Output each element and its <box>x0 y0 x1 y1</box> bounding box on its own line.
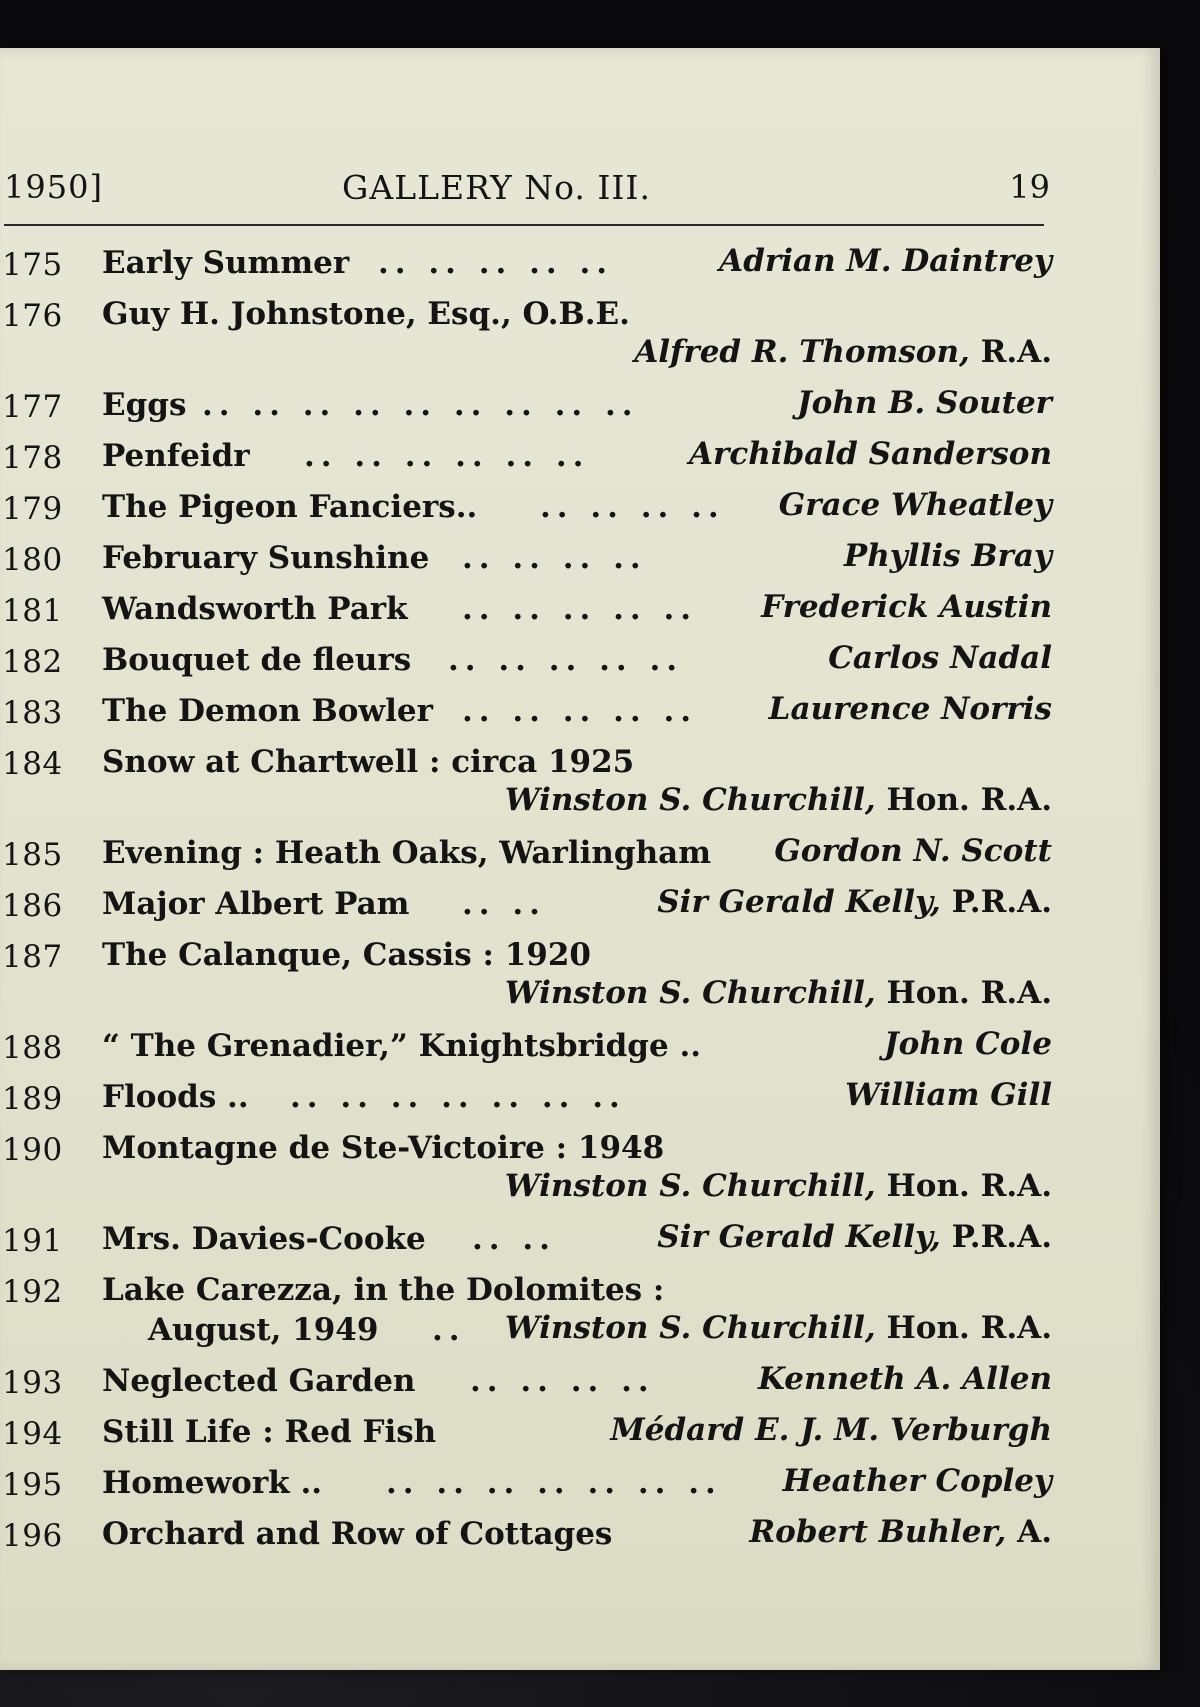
artist-name: Winston S. Churchill, <box>504 1310 876 1346</box>
entry-number: 186 <box>2 888 63 924</box>
entry-175 <box>0 238 1060 289</box>
artist-name: Sir Gerald Kelly, <box>657 884 941 920</box>
entry-188 <box>0 1021 1060 1072</box>
entry-number: 195 <box>2 1467 63 1503</box>
entry-184 <box>0 737 1060 828</box>
entry-title: Bouquet de fleurs <box>102 642 412 678</box>
artist-name: Winston S. Churchill, <box>504 1168 876 1204</box>
artist-name: Phyllis Bray <box>843 538 1052 574</box>
entry-196 <box>0 1509 1060 1560</box>
artist-name: Carlos Nadal <box>828 640 1052 676</box>
entry-number: 175 <box>2 247 63 283</box>
entry-artist <box>505 1167 1052 1205</box>
artist-name: Winston S. Churchill, <box>504 975 876 1011</box>
dot-leader: .. .. .. .. .. <box>448 642 684 678</box>
artist-name: Laurence Norris <box>768 691 1052 727</box>
artist-name: Adrian M. Daintrey <box>719 243 1052 279</box>
entry-178 <box>0 431 1060 482</box>
entry-number: 183 <box>2 695 63 731</box>
entry-artist <box>657 883 1052 921</box>
entry-177 <box>0 380 1060 431</box>
entry-number: 187 <box>2 939 63 975</box>
entry-title: The Calanque, Cassis : 1920 <box>102 937 592 973</box>
dot-leader: .. .. .. .. <box>540 489 725 525</box>
artist-suffix: Hon. R.A. <box>875 975 1052 1011</box>
entry-title: The Demon Bowler <box>102 693 433 729</box>
entry-176 <box>0 289 1060 380</box>
artist-suffix: P.R.A. <box>940 1219 1052 1255</box>
dot-leader: .. .. .. .. .. <box>378 245 614 281</box>
entry-title: Guy H. Johnstone, Esq., O.B.E. <box>102 296 630 332</box>
entry-number: 194 <box>2 1416 63 1452</box>
entry-artist <box>719 242 1052 280</box>
entry-number: 178 <box>2 440 63 476</box>
entry-title: Orchard and Row of Cottages <box>102 1516 613 1552</box>
artist-suffix: R.A. <box>969 334 1052 370</box>
entry-number: 190 <box>2 1132 63 1168</box>
entry-title: Montagne de Ste-Victoire : 1948 <box>102 1130 665 1166</box>
entry-number: 184 <box>2 746 63 782</box>
artist-suffix: Hon. R.A. <box>875 1168 1052 1204</box>
entry-artist <box>779 486 1052 524</box>
entry-title: Floods .. <box>102 1079 249 1115</box>
entry-195 <box>0 1458 1060 1509</box>
entry-number: 185 <box>2 837 63 873</box>
artist-suffix: A. <box>1006 1514 1052 1550</box>
entry-artist <box>610 1411 1052 1449</box>
dot-leader: .. .. .. .. .. .. .. <box>290 1079 626 1115</box>
entry-artist <box>769 690 1052 728</box>
entry-artist <box>634 333 1052 371</box>
entry-artist <box>505 1309 1052 1347</box>
entry-title: Snow at Chartwell : circa 1925 <box>102 744 635 780</box>
artist-name: Frederick Austin <box>761 589 1052 625</box>
entry-artist <box>884 1025 1052 1063</box>
dot-leader: .. .. .. .. <box>470 1363 655 1399</box>
entry-artist <box>749 1513 1052 1551</box>
artist-name: John B. Souter <box>797 385 1052 421</box>
entry-artist <box>845 1076 1052 1114</box>
entry-number: 181 <box>2 593 63 629</box>
artist-name: William Gill <box>845 1077 1052 1113</box>
dot-leader: .. .. .. .. .. <box>462 591 698 627</box>
dot-leader: .. .. .. .. .. .. <box>304 438 590 474</box>
catalogue-page <box>0 48 1160 1670</box>
entry-183 <box>0 686 1060 737</box>
entry-title: The Pigeon Fanciers.. <box>102 489 478 525</box>
page-title: GALLERY No. III. <box>342 168 651 207</box>
page-number: 19 <box>1009 168 1050 206</box>
entry-artist <box>505 781 1052 819</box>
header-year: 1950] <box>4 168 103 206</box>
catalogue-entries <box>0 238 1060 1560</box>
entry-artist <box>828 639 1052 677</box>
entry-number: 176 <box>2 298 63 334</box>
entry-number: 193 <box>2 1365 63 1401</box>
entry-194 <box>0 1407 1060 1458</box>
entry-number: 180 <box>2 542 63 578</box>
artist-name: Winston S. Churchill, <box>504 782 876 818</box>
entry-title: Eggs <box>102 387 187 423</box>
entry-title: Still Life : Red Fish <box>102 1414 437 1450</box>
artist-name: Archibald Sanderson <box>689 436 1052 472</box>
entry-number: 191 <box>2 1223 63 1259</box>
entry-179 <box>0 482 1060 533</box>
dot-leader: .. .. .. .. .. .. .. <box>386 1465 722 1501</box>
entry-title: Lake Carezza, in the Dolomites : <box>102 1272 665 1308</box>
dot-leader: .. .. <box>472 1221 556 1257</box>
entry-artist <box>797 384 1052 422</box>
entry-number: 177 <box>2 389 63 425</box>
artist-name: Sir Gerald Kelly, <box>657 1219 941 1255</box>
entry-number: 188 <box>2 1030 63 1066</box>
entry-title: Penfeidr <box>102 438 250 474</box>
artist-suffix: Hon. R.A. <box>875 782 1052 818</box>
entry-title: Mrs. Davies-Cooke <box>102 1221 426 1257</box>
entry-title: Wandsworth Park <box>102 591 408 627</box>
entry-artist <box>657 1218 1052 1256</box>
entry-number: 189 <box>2 1081 63 1117</box>
entry-190 <box>0 1123 1060 1214</box>
header-rule <box>4 224 1044 226</box>
entry-artist <box>689 435 1052 473</box>
entry-artist <box>758 1360 1052 1398</box>
entry-192 <box>0 1265 1060 1356</box>
artist-name: John Cole <box>883 1026 1052 1062</box>
entry-193 <box>0 1356 1060 1407</box>
entry-title: Homework .. <box>102 1465 323 1501</box>
entry-title: Evening : Heath Oaks, Warlingham <box>102 835 712 871</box>
entry-181 <box>0 584 1060 635</box>
entry-189 <box>0 1072 1060 1123</box>
artist-suffix: P.R.A. <box>940 884 1052 920</box>
entry-title: Early Summer <box>102 245 350 281</box>
entry-artist <box>844 537 1052 575</box>
entry-182 <box>0 635 1060 686</box>
entry-artist <box>783 1462 1052 1500</box>
entry-191 <box>0 1214 1060 1265</box>
dot-leader: .. .. .. .. .. <box>462 693 698 729</box>
entry-title: Major Albert Pam <box>102 886 410 922</box>
artist-name: Gordon N. Scott <box>774 833 1052 869</box>
entry-number: 182 <box>2 644 63 680</box>
artist-name: Kenneth A. Allen <box>758 1361 1052 1397</box>
dot-leader: .. .. .. .. <box>462 540 647 576</box>
artist-suffix: Hon. R.A. <box>875 1310 1052 1346</box>
entry-number: 179 <box>2 491 63 527</box>
artist-name: Heather Copley <box>782 1463 1052 1499</box>
entry-185 <box>0 828 1060 879</box>
entry-title: February Sunshine <box>102 540 430 576</box>
entry-186 <box>0 879 1060 930</box>
entry-number: 196 <box>2 1518 63 1554</box>
artist-name: Alfred R. Thomson, <box>634 334 970 370</box>
entry-artist <box>505 974 1052 1012</box>
entry-number: 192 <box>2 1274 63 1310</box>
dot-leader: .. .. .. .. .. .. .. .. .. <box>202 387 639 423</box>
artist-name: Robert Buhler, <box>749 1514 1007 1550</box>
running-head <box>0 168 1050 228</box>
entry-title-continuation: August, 1949 <box>148 1312 379 1348</box>
entry-title: “ The Grenadier,” Knightsbridge .. <box>102 1028 702 1064</box>
entry-artist <box>774 832 1052 870</box>
dot-leader: .. <box>432 1312 466 1348</box>
entry-180 <box>0 533 1060 584</box>
artist-name: Grace Wheatley <box>778 487 1052 523</box>
entry-187 <box>0 930 1060 1021</box>
artist-name: Médard E. J. M. Verburgh <box>610 1412 1052 1448</box>
entry-artist <box>761 588 1052 626</box>
entry-title: Neglected Garden <box>102 1363 416 1399</box>
dot-leader: .. .. <box>462 886 546 922</box>
